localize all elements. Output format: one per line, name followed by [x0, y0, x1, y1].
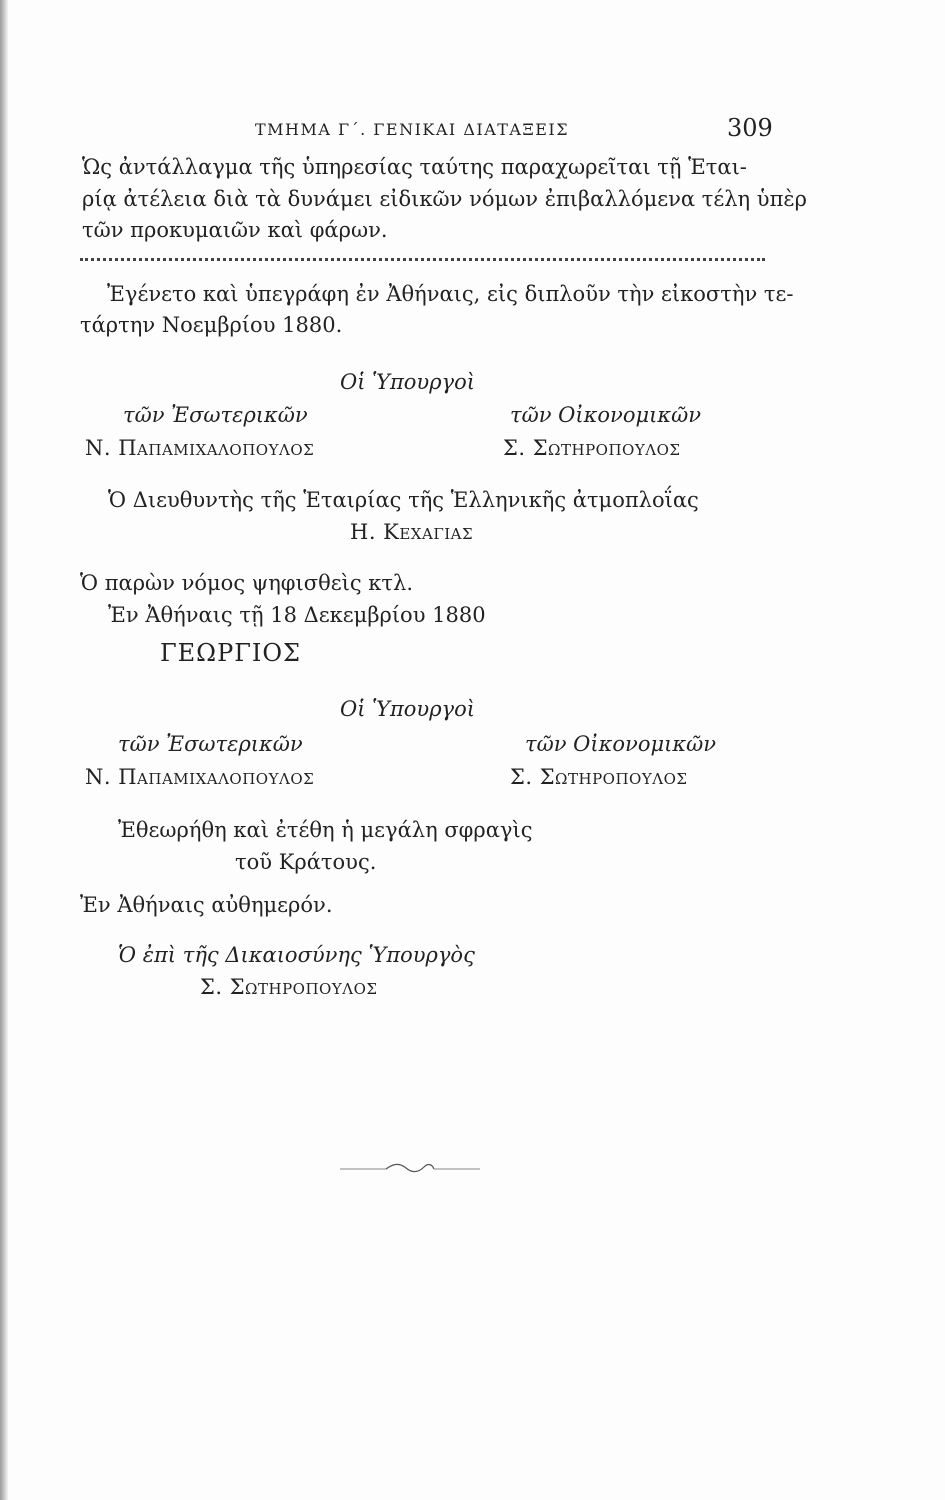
ministers-heading-2: Οἱ Ὑπουργοὶ [340, 697, 475, 721]
seal-line-1: Ἐθεωρήθη καὶ ἐτέθη ἡ μεγάλη σφραγὶς [118, 818, 533, 842]
interior-ministry-title-2: τῶν Ἐσωτερικῶν [118, 732, 303, 756]
paragraph-1-line-2: ρίᾳ ἀτέλεια διὰ τὰ δυνάμει εἰδικῶν νόμων ἐπιβαλλόμενα τέλη ὑπὲρ [82, 187, 807, 211]
running-header: ΤΜΗΜΑ Γ΄. ΓΕΝΙΚΑΙ ΔΙΑΤΑΞΕΙΣ [255, 120, 570, 139]
ornament-tailpiece [340, 1160, 480, 1176]
finance-ministry-title-1: τῶν Οἰκονομικῶν [510, 403, 701, 427]
finance-minister-signature-2: Σ. Σωτηροπουλος [510, 765, 688, 789]
law-date-line: Ἐν Ἀθήναις τῇ 18 Δεκεμβρίου 1880 [108, 603, 486, 627]
ministers-heading-1: Οἱ Ὑπουργοὶ [340, 370, 475, 394]
ellipsis-dotted-rule [80, 258, 765, 261]
page-gutter-shadow [0, 0, 8, 1500]
paragraph-2-line-2: τάρτην Νοεμβρίου 1880. [80, 313, 343, 337]
finance-minister-signature-1: Σ. Σωτηροπουλος [503, 436, 681, 460]
king-signature: ΓΕΩΡΓΙΟΣ [160, 639, 301, 667]
page-number: 309 [727, 114, 773, 142]
athens-same-day-line: Ἐν Ἀθήναις αὐθημερόν. [80, 893, 333, 917]
company-director-signature: Η. Κεχαγιας [350, 520, 474, 544]
paragraph-2-line-1: Ἐγένετο καὶ ὑπεγράφη ἐν Ἀθήναις, εἰς διπλοῦν τὴν εἰκοστὴν τε- [107, 282, 794, 306]
justice-minister-title: Ὁ ἐπὶ τῆς Δικαιοσύνης Ὑπουργὸς [118, 943, 475, 967]
interior-minister-signature-1: Ν. Παπαμιχαλοπουλος [85, 436, 315, 460]
paragraph-1-line-3: τῶν προκυμαιῶν καὶ φάρων. [82, 218, 388, 242]
justice-minister-signature: Σ. Σωτηροπουλος [200, 975, 378, 999]
interior-ministry-title-1: τῶν Ἐσωτερικῶν [123, 403, 308, 427]
interior-minister-signature-2: Ν. Παπαμιχαλοπουλος [85, 765, 315, 789]
paragraph-1-line-1: Ὡς ἀντάλλαγμα τῆς ὑπηρεσίας ταύτης παραχωρεῖται τῇ Ἑται- [82, 155, 747, 179]
company-director-line: Ὁ Διευθυντὴς τῆς Ἑταιρίας τῆς Ἑλληνικῆς ἀτμοπλοΐας [108, 488, 699, 512]
finance-ministry-title-2: τῶν Οἰκονομικῶν [525, 732, 716, 756]
law-voted-line: Ὁ παρὼν νόμος ψηφισθεὶς κτλ. [80, 571, 413, 595]
seal-line-2: τοῦ Κράτους. [235, 850, 377, 874]
